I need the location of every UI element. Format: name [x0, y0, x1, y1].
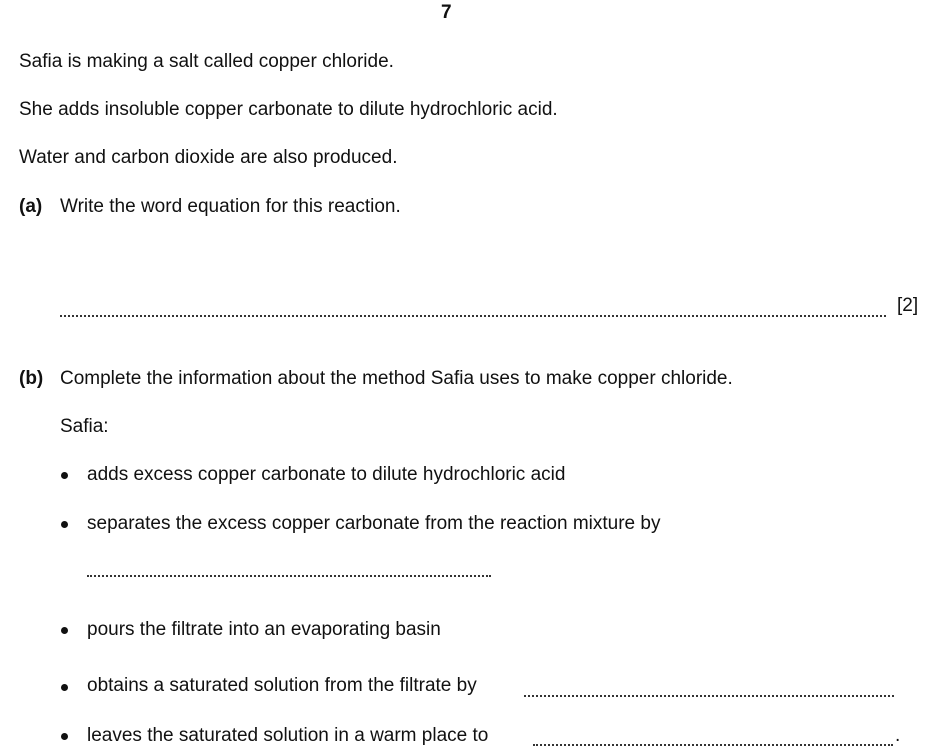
page-number: 7 [441, 2, 452, 23]
saturation-method-answer-line[interactable] [524, 695, 894, 697]
final-full-stop: . [895, 725, 901, 746]
bullet-text-1: adds excess copper carbonate to dilute hydrochloric acid [87, 464, 566, 485]
part-b-label: (b) [19, 368, 44, 389]
part-b-subject: Safia: [60, 416, 109, 437]
bullet-icon [61, 684, 68, 691]
bullet-icon [61, 521, 68, 528]
part-a-answer-line[interactable] [60, 315, 886, 317]
bullet-icon [61, 733, 68, 740]
bullet-text-5: leaves the saturated solution in a warm place to [87, 725, 489, 746]
final-step-answer-line[interactable] [533, 744, 893, 746]
part-a-label: (a) [19, 196, 43, 217]
part-a-marks: [2] [897, 295, 919, 316]
bullet-text-3: pours the filtrate into an evaporating basin [87, 619, 441, 640]
bullet-text-2: separates the excess copper carbonate from the reaction mixture by [87, 513, 661, 534]
bullet-icon [61, 472, 68, 479]
intro-line-3: Water and carbon dioxide are also produced. [19, 147, 398, 168]
bullet-icon [61, 627, 68, 634]
separation-method-answer-line[interactable] [87, 575, 491, 577]
intro-line-2: She adds insoluble copper carbonate to dilute hydrochloric acid. [19, 99, 558, 120]
intro-line-1: Safia is making a salt called copper chloride. [19, 51, 394, 72]
part-b-question: Complete the information about the method Safia uses to make copper chloride. [60, 368, 733, 389]
part-a-question: Write the word equation for this reaction. [60, 196, 401, 217]
bullet-text-4: obtains a saturated solution from the filtrate by [87, 675, 477, 696]
